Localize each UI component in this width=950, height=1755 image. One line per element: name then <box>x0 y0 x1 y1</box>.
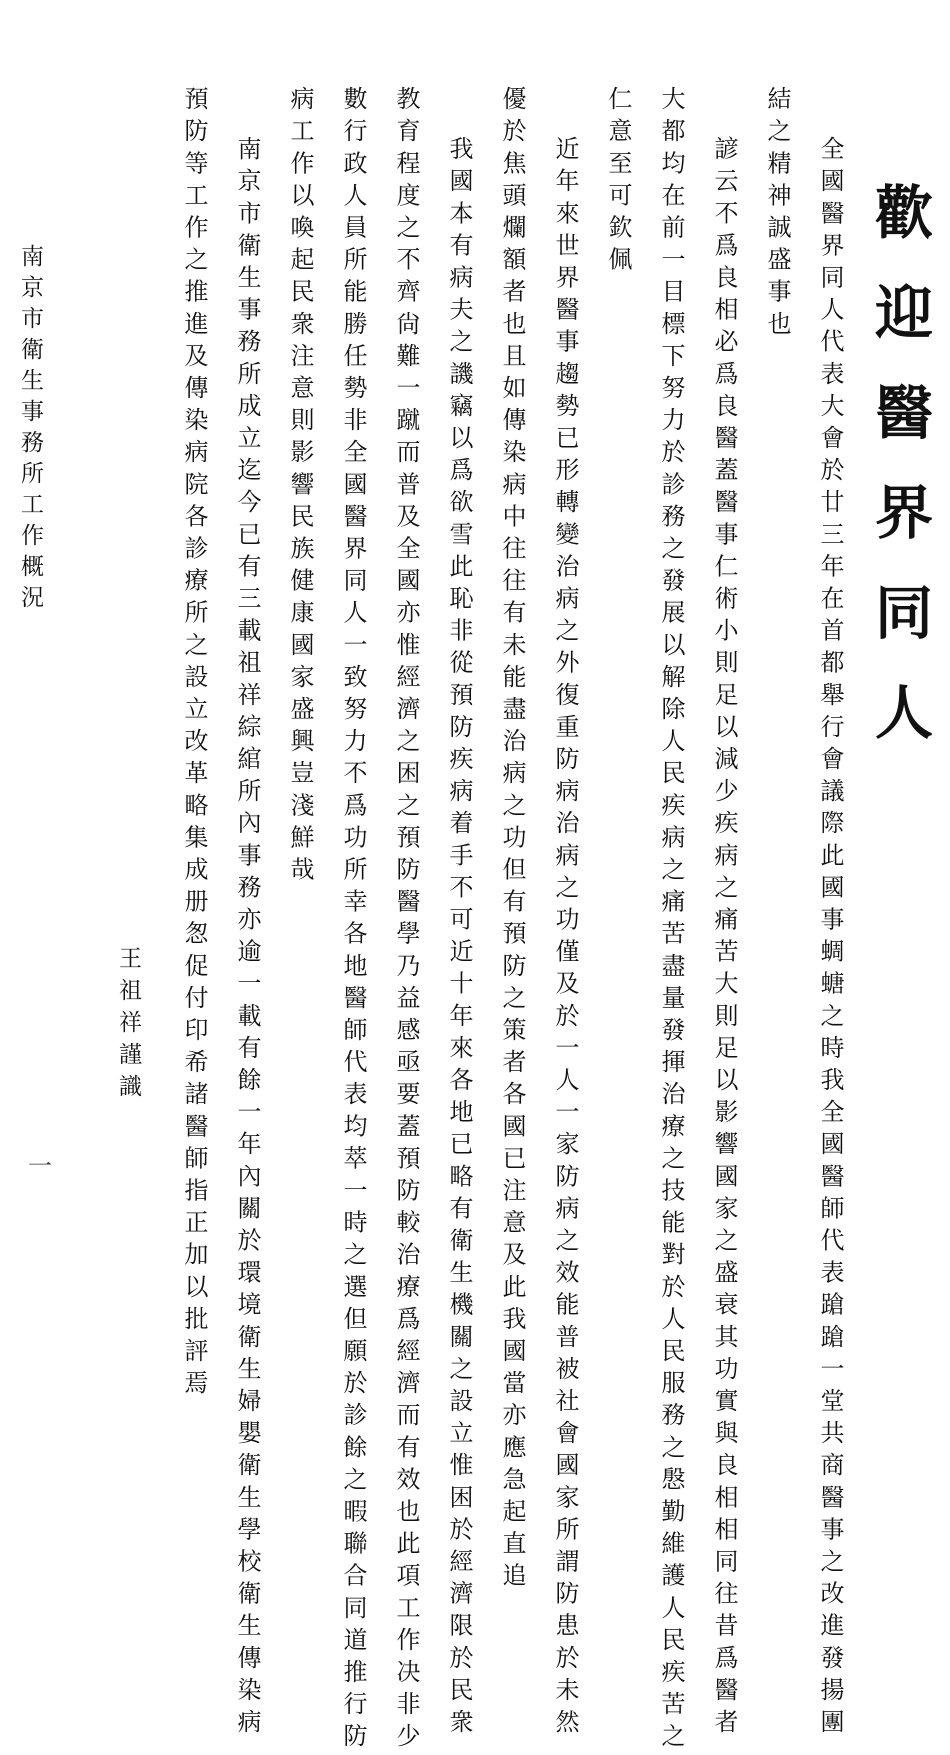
paragraph-line-4: 大都均在前一目標下努力於診務之發展以解除人民疾病之痛苦盡量發揮治療之技能對於人民服務之慇勤維護人民疾苦之 <box>657 86 685 1755</box>
page-number: 一 <box>28 1152 52 1180</box>
document-title: 歡迎醫界同人 <box>865 182 933 782</box>
paragraph-line-11: 病工作以喚起民衆注意則影響民族健康國家盛興豈淺鮮哉 <box>286 86 314 889</box>
paragraph-line-7: 優於焦頭爛額者也且如傳染病中往往有未能盡治病之功但有預防之策者各國已注意及此我國當亦應急起直追 <box>498 86 526 1595</box>
paragraph-line-10: 數行政人員所能勝任勢非全國醫界同人一致努力不爲功所幸各地醫師代表均萃一時之選但願於診餘之暇聯合同道推行防 <box>339 86 367 1755</box>
paragraph-line-9: 教育程度之不齊尙難一蹴而普及全國亦惟經濟之困之預防醫學乃益感亟要蓋預防較治療爲經濟而有效也此項工作决非少 <box>392 86 420 1755</box>
running-footer-title: 南京市衛生事務所工作概況 <box>17 244 43 616</box>
paragraph-line-8: 我國本有病夫之譏竊以爲欲雪此恥非從預防疾病着手不可近十年來各地已略有衛生機關之設立惟困於經濟限於民衆 <box>445 136 473 1741</box>
paragraph-line-12: 南京市衛生事務所成立迄今已有三載祖祥綜綰所內事務亦逾一載有餘一年內關於環境衛生婦嬰衛生學校衛生傳染病 <box>233 136 261 1741</box>
paragraph-line-5: 仁意至可欽佩 <box>604 86 632 279</box>
paragraph-line-1: 全國醫界同人代表大會於廿三年在首都舉行會議際此國事蜩螗之時我全國醫師代表蹌蹌一堂共商醫事之改進發揚團 <box>816 136 844 1741</box>
paragraph-line-13: 預防等工作之推進及傳染病院各診療所之設立改革略集成册怱促付印希諸醫師指正加以批評焉 <box>180 86 208 1403</box>
paragraph-line-6: 近年來世界醫事趨勢已形轉變治病之外復重防病治病之功僅及於一人一家防病之效能普被社會國家所謂防患於未然 <box>551 136 579 1741</box>
author-signature: 王祖祥謹識 <box>115 946 141 1106</box>
paragraph-line-3: 諺云不爲良相必爲良醫蓋醫事仁術小則足以減少疾病之痛苦大則足以影響國家之盛衰其功實與良相相同往昔爲醫者 <box>710 136 738 1741</box>
paragraph-line-2: 結之精神誠盛事也 <box>763 86 791 343</box>
